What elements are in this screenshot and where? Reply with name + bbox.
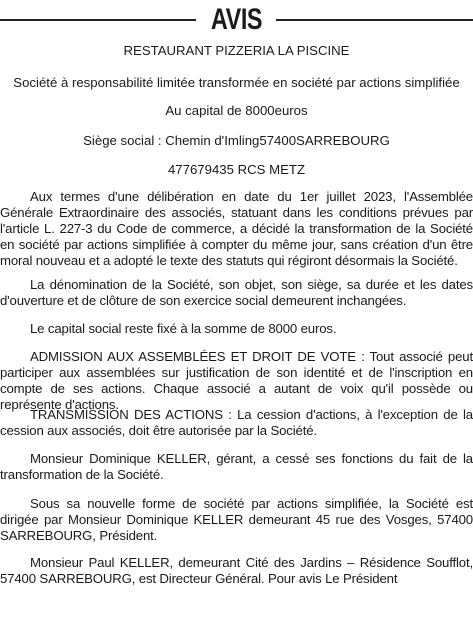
paragraph-president: Sous sa nouvelle forme de société par actions simplifiée, la Société est dirigée par Monsieur Dominique KELLER demeurant 45 rue des Vosges, 57400 SARREBOURG, Président. [0, 496, 473, 543]
registration-number: 477679435 RCS METZ [167, 162, 306, 177]
share-capital: Au capital de 8000euros [165, 103, 308, 118]
paragraph-share-transfer: TRANSMISSION DES ACTIONS : La cession d'actions, à l'exception de la cession aux associés, doit être autorisée par la Société. [0, 407, 473, 438]
company-form: Société à responsabilité limitée transformée en société par actions simplifiée [13, 75, 460, 90]
paragraph-capital: Le capital social reste fixé à la somme de 8000 euros. [30, 321, 337, 336]
notice-title: AVIS [210, 3, 263, 36]
paragraph-director-general: Monsieur Paul KELLER, demeurant Cité des Jardins – Résidence Soufflot, 57400 SARREBOURG, est Directeur Général. Pour avis Le Président [0, 555, 473, 586]
notice-header [0, 0, 473, 36]
company-name: RESTAURANT PIZZERIA LA PISCINE [123, 43, 350, 58]
paragraph-manager-resigned: Monsieur Dominique KELLER, gérant, a cessé ses fonctions du fait de la transformation de la Société. [0, 451, 473, 482]
registered-office: Siège social : Chemin d'Imling57400SARREBOURG [83, 133, 390, 148]
paragraph-unchanged-items: La dénomination de la Société, son objet, son siège, sa durée et les dates d'ouverture et de clôture de son exercice social demeurent inchangées. [0, 277, 473, 308]
paragraph-voting-rights: ADMISSION AUX ASSEMBLÉES ET DROIT DE VOTE : Tout associé peut participer aux assemblées sur justification de son identité et de l'inscription en compte de ses actions. Chaque associé a autant de voix qu'il possède ou représente d'actions. [0, 349, 473, 412]
paragraph-transformation: Aux termes d'une délibération en date du 1er juillet 2023, l'Assemblée Générale Extraordinaire des associés, statuant dans les conditions prévues par l'article L. 227-3 du Code de commerce, a décidé la transformation de la Société en société par actions simplifiée à compter du même jour, sans création d'un être moral nouveau et a adopté le texte des statuts qui régiront désormais la Société. [0, 189, 473, 268]
